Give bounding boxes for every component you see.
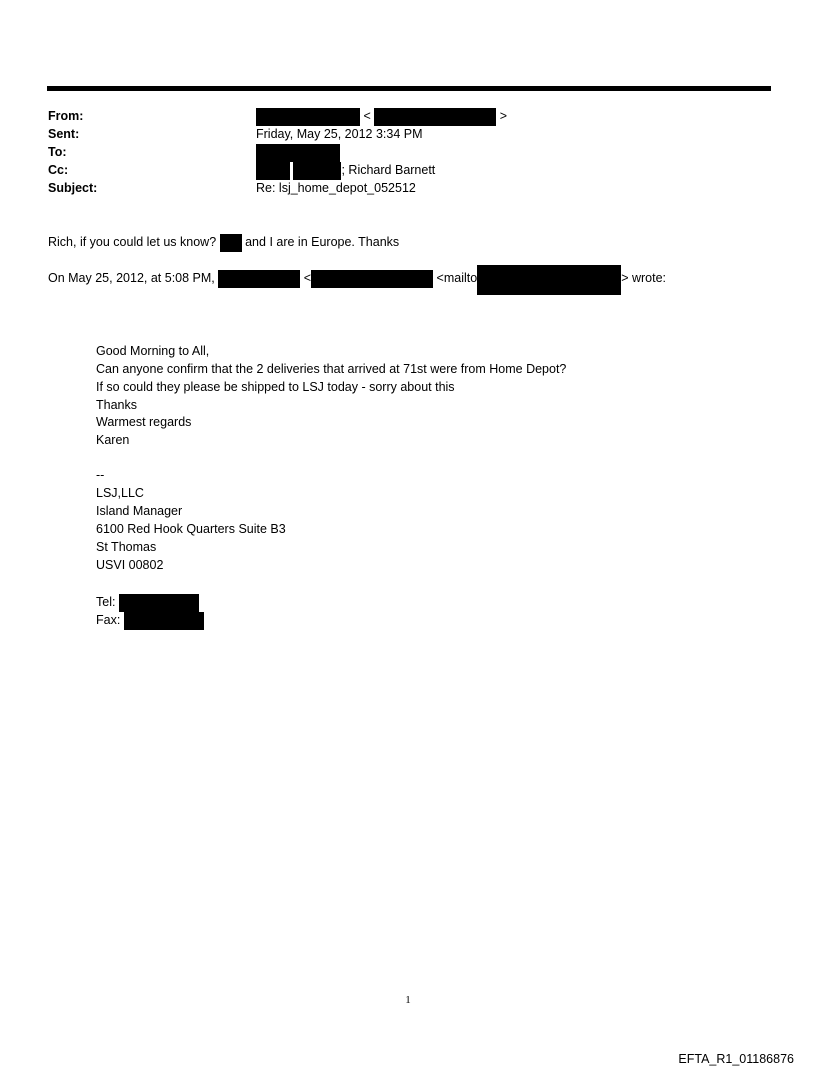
tel-line: Tel: — [96, 593, 199, 612]
quoted-line: Thanks — [96, 398, 137, 412]
header-rule — [47, 86, 771, 91]
redaction-block — [293, 162, 341, 180]
cc-names: ; Richard Barnett — [341, 163, 436, 177]
reply-line: Rich, if you could let us know? and I are in Europe. Thanks — [48, 233, 399, 252]
subject-label: Subject: — [48, 181, 98, 195]
signature-line: Island Manager — [96, 504, 183, 518]
redaction-block — [119, 594, 199, 612]
signature-line: 6100 Red Hook Quarters Suite B3 — [96, 522, 286, 536]
signature-line: USVI 00802 — [96, 558, 164, 572]
cc-value — [256, 161, 435, 180]
sent-label: Sent: — [48, 127, 80, 141]
redaction-block — [218, 270, 300, 288]
redaction-block — [256, 162, 290, 180]
redaction-block — [477, 265, 621, 295]
redaction-block — [256, 108, 360, 126]
signature-line: St Thomas — [96, 540, 157, 554]
quoted-line: Karen — [96, 433, 130, 447]
page-number: 1 — [405, 994, 411, 1006]
document-id: EFTA_R1_01186876 — [678, 1052, 794, 1066]
from-value — [256, 107, 507, 126]
fax-line: Fax: — [96, 611, 204, 630]
redaction-block — [256, 144, 340, 162]
signature-line: LSJ,LLC — [96, 486, 144, 500]
redaction-block — [124, 612, 204, 630]
redaction-block — [374, 108, 496, 126]
from-lt: < — [363, 109, 371, 123]
from-label: From: — [48, 109, 84, 123]
signature-separator: -- — [96, 468, 105, 482]
redaction-block — [311, 270, 433, 288]
to-label: To: — [48, 145, 67, 159]
quoted-line: Good Morning to All, — [96, 344, 210, 358]
subject-value: Re: lsj_home_depot_052512 — [256, 181, 416, 195]
from-gt: > — [499, 109, 508, 123]
cc-label: Cc: — [48, 163, 69, 177]
sent-value: Friday, May 25, 2012 3:34 PM — [256, 127, 423, 141]
redaction-block — [220, 234, 242, 252]
quoted-line: Warmest regards — [96, 415, 192, 429]
attribution-line: On May 25, 2012, at 5:08 PM, < <mailto > wrote: — [48, 269, 666, 295]
quoted-line: Can anyone confirm that the 2 deliveries that arrived at 71st were from Home Depot? — [96, 362, 567, 376]
to-value — [256, 143, 340, 162]
quoted-line: If so could they please be shipped to LSJ today - sorry about this — [96, 380, 455, 394]
